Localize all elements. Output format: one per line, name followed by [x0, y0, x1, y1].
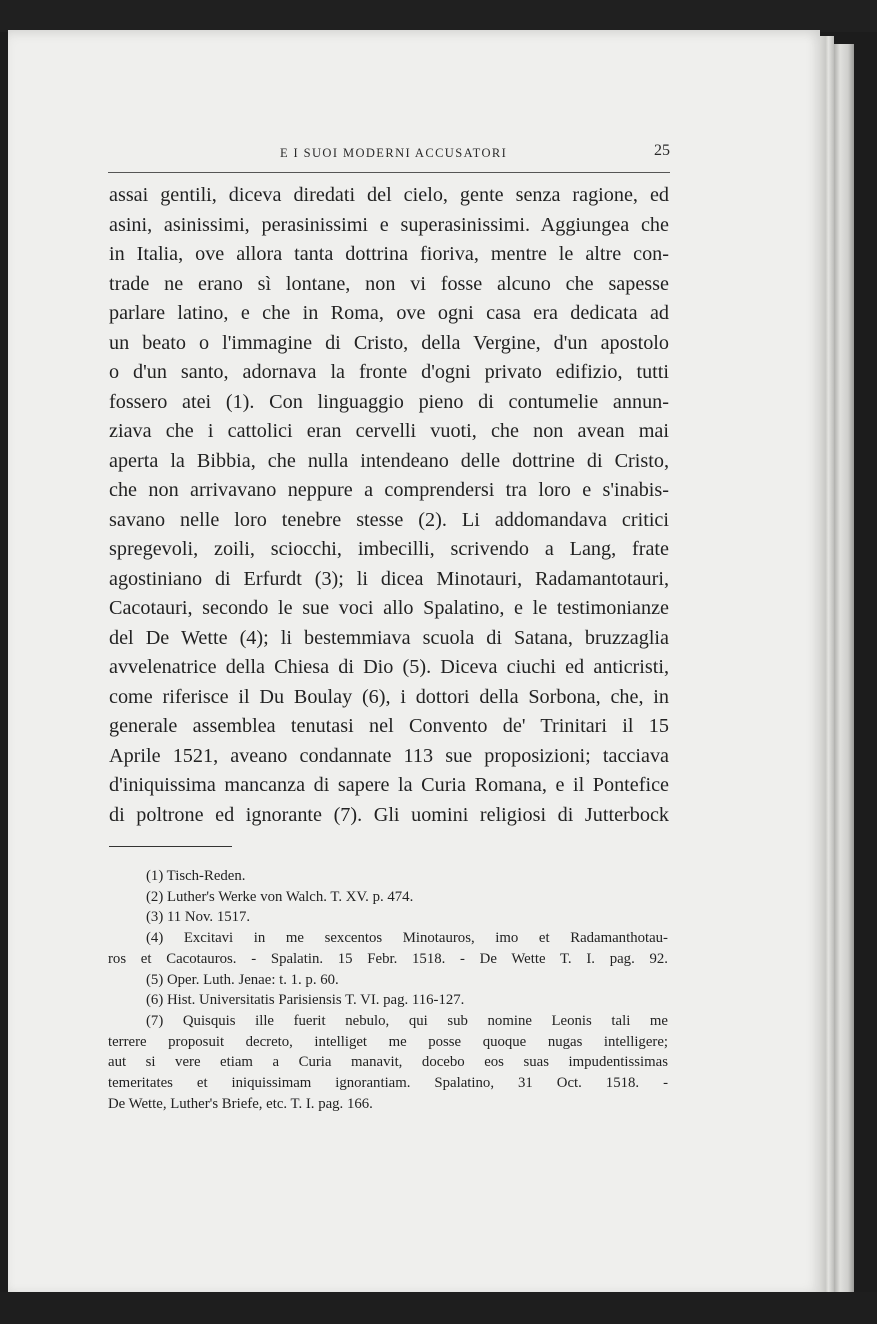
body-line: ziava che i cattolici eran cervelli vuoti, che non avean mai [109, 420, 669, 442]
page-edge [820, 36, 834, 1294]
page-number: 25 [654, 142, 670, 159]
footnote-line: aut si vere etiam a Curia manavit, docebo eos suas impudentissimas [108, 1054, 668, 1071]
body-line: un beato o l'immagine di Cristo, della Vergine, d'un apostolo [109, 331, 669, 354]
body-line: generale assemblea tenutasi nel Convento de' Trinitari il 15 [109, 715, 669, 737]
footnote-line: ros et Cacotauros. - Spalatin. 15 Febr. 1518. - De Wette T. I. pag. 92. [108, 950, 668, 967]
body-line: aperta la Bibbia, che nulla intendeano delle dottrine di Cristo, [109, 449, 669, 472]
footnote-line: De Wette, Luther's Briefe, etc. T. I. pag. 166. [108, 1095, 373, 1112]
running-head [100, 141, 670, 173]
body-line: savano nelle loro tenebre stesse (2). Li addomandava critici [109, 508, 669, 531]
footnote-rule [109, 846, 232, 847]
footnote-line: terrere proposuit decreto, intelliget me posse quoque nugas intelligere; [108, 1033, 668, 1050]
scan-top-border [0, 0, 877, 32]
footnote-line: (6) Hist. Universitatis Parisiensis T. VI. pag. 116-127. [146, 992, 465, 1009]
footnote-line: (5) Oper. Luth. Jenae: t. 1. p. 60. [146, 971, 339, 988]
body-line: Cacotauri, secondo le sue voci allo Spalatino, e le testimonianze [109, 597, 669, 619]
body-line: Aprile 1521, aveano condannate 113 sue proposizioni; tacciava [109, 744, 669, 767]
footnote-line: temeritates et iniquissimam ignorantiam. Spalatino, 31 Oct. 1518. - [108, 1075, 668, 1092]
scan-bottom-border [0, 1292, 877, 1324]
body-line: di poltrone ed ignorante (7). Gli uomini religiosi di Jutterbock [109, 803, 669, 826]
footnote-line: (7) Quisquis ille fuerit nebulo, qui sub nomine Leonis tali me [146, 1012, 668, 1029]
body-line: asini, asinissimi, perasinissimi e superasinissimi. Aggiungea che [109, 213, 669, 236]
footnote-line: (4) Excitavi in me sexcentos Minotauros, imo et Radamanthotau- [146, 930, 668, 947]
body-text [109, 181, 669, 830]
body-line: assai gentili, diceva diredati del cielo, gente senza ragione, ed [109, 184, 669, 206]
running-title: E I SUOI MODERNI ACCUSATORI [280, 146, 508, 160]
body-line: trade ne erano sì lontane, non vi fosse alcuno che sapesse [109, 272, 669, 295]
body-line: fossero atei (1). Con linguaggio pieno di contumelie annun- [109, 390, 669, 413]
body-line: d'iniquissima mancanza di sapere la Curia Romana, e il Pontefice [109, 774, 669, 796]
footnote-line: (3) 11 Nov. 1517. [146, 909, 251, 926]
footnotes [108, 866, 668, 1114]
footnote-line: (2) Luther's Werke von Walch. T. XV. p. 474. [146, 888, 414, 905]
footnote-line: (1) Tisch-Reden. [146, 868, 246, 884]
body-line: o d'un santo, adornava la fronte d'ogni privato edifizio, tutti [109, 361, 669, 383]
body-line: come riferisce il Du Boulay (6), i dottori della Sorbona, che, in [109, 685, 669, 708]
body-line: spregevoli, zoili, sciocchi, imbecilli, scrivendo a Lang, frate [109, 538, 669, 560]
page-stack-edge [834, 44, 854, 1294]
body-line: avvelenatrice della Chiesa di Dio (5). Diceva ciuchi ed anticristi, [109, 656, 669, 678]
body-line: che non arrivavano neppure a comprendersi tra loro e s'inabis- [109, 479, 669, 501]
body-line: in Italia, ove allora tanta dottrina fioriva, mentre le altre con- [109, 243, 669, 265]
body-line: agostiniano di Erfurdt (3); li dicea Minotauri, Radamantotauri, [109, 567, 669, 590]
body-line: del De Wette (4); li bestemmiava scuola di Satana, bruzzaglia [109, 626, 669, 649]
header-rule [108, 172, 670, 173]
body-line: parlare latino, e che in Roma, ove ogni casa era dedicata ad [109, 302, 669, 324]
